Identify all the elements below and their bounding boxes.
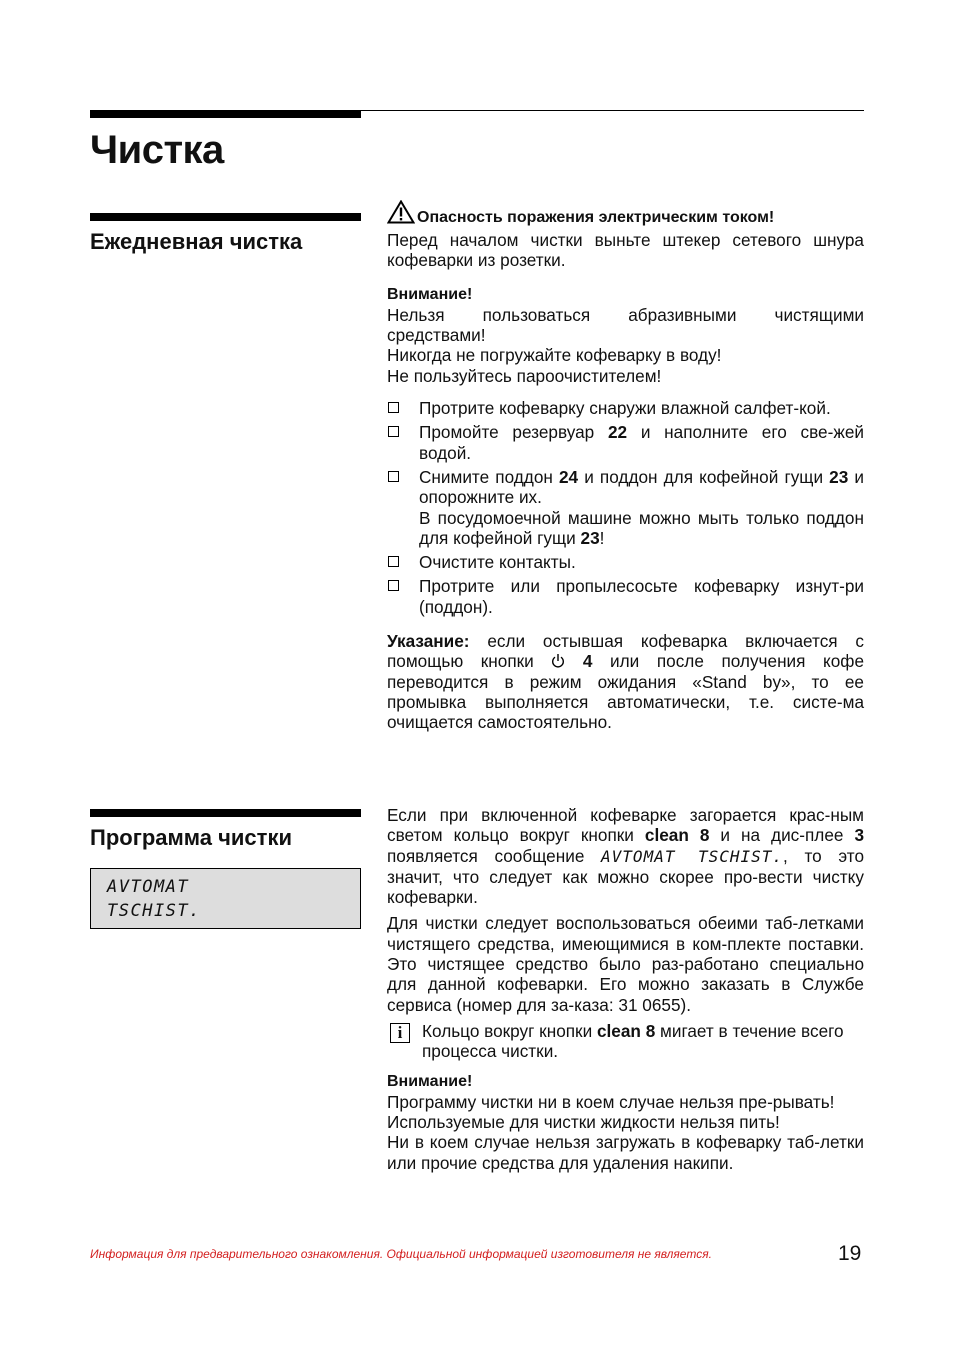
attention-label: Внимание! bbox=[387, 285, 473, 303]
warning-icon bbox=[387, 200, 415, 224]
attention-line: Ни в коем случае нельзя загружать в кофеварку таб-летки или прочие средства для удаления накипи. bbox=[387, 1132, 864, 1173]
display-screen bbox=[90, 868, 361, 929]
footer-note: Информация для предварительного ознакомления. Официальной информацией изготовителя не является. bbox=[90, 1247, 712, 1261]
info-note: i Кольцо вокруг кнопки clean 8 мигает в течение всего процесса чистки. bbox=[387, 1021, 864, 1062]
list-item bbox=[387, 576, 864, 617]
attention-line: Программу чистки ни в коем случае нельзя пре-рывать! bbox=[387, 1091, 835, 1112]
title-rule-thick bbox=[90, 110, 361, 118]
checkbox-icon bbox=[388, 402, 399, 413]
hint-label: Указание: bbox=[387, 631, 470, 652]
section-rule-program bbox=[90, 809, 361, 817]
list-item bbox=[387, 422, 864, 463]
step-text: Очистите контакты. bbox=[419, 552, 576, 573]
daily-column bbox=[387, 200, 864, 733]
warning-heading-text: Опасность поражения электрическим током! bbox=[417, 209, 775, 226]
warning-text: Перед началом чистки выньте штекер сетевого шнура кофеварки из розетки. bbox=[387, 230, 864, 271]
display-line: AVTOMAT bbox=[107, 877, 190, 897]
step-text: Протрите или пропылесосьте кофеварку изнут-ри (поддон). bbox=[419, 576, 864, 617]
step-text: Промойте резервуар 22 и наполните его све-жей водой. bbox=[419, 422, 864, 463]
section-heading-program: Программа чистки bbox=[90, 825, 292, 850]
attention-line: Никогда не погружайте кофеварку в воду! bbox=[387, 345, 722, 366]
tablets-paragraph: Для чистки следует воспользоваться обеими таб-летками чистящего средства, имеющимися в ком-плекте поставки. Это чистящее средство было раз-работано специально для данной кофеварки. Его можно заказать в Службе сервиса (номер для за-каза: 31 0655). bbox=[387, 913, 864, 1015]
section-heading-daily: Ежедневная чистка bbox=[90, 229, 303, 254]
display-message: AVTOMAT TSCHIST. bbox=[601, 846, 784, 866]
title-rule-thin bbox=[361, 110, 864, 111]
section-rule-daily bbox=[90, 213, 361, 221]
steps-list bbox=[387, 398, 864, 617]
program-column bbox=[387, 805, 864, 1173]
page-title: Чистка bbox=[90, 128, 224, 172]
list-item bbox=[387, 552, 864, 572]
attention-line: Нельзя пользоваться абразивными чистящими средствами! bbox=[387, 304, 864, 346]
hint-paragraph: Указание: если остывшая кофеварка включается с помощью кнопки 4 или после получения кофе переводится в режим ожидания «Stand by», то ее промывка выполняется автоматически, т.е. систе-ма очищается самостоятельно. bbox=[387, 631, 865, 733]
display-line: TSCHIST. bbox=[107, 901, 201, 921]
info-icon: i bbox=[390, 1023, 410, 1043]
attention-line: Используемые для чистки жидкости нельзя пить! bbox=[387, 1112, 780, 1133]
checkbox-icon bbox=[388, 426, 399, 437]
checkbox-icon bbox=[388, 471, 399, 482]
list-item bbox=[387, 467, 864, 548]
program-intro: Если при включенной кофеварке загорается крас-ным светом кольцо вокруг кнопки clean 8 и на дис-плее 3 появляется сообщение AVTOMAT TSCHIST., то это значит, что следует как можно скорее про-вести чистку кофеварки. bbox=[387, 805, 864, 908]
list-item bbox=[387, 398, 864, 418]
power-icon bbox=[551, 653, 565, 669]
attention-label: Внимание! bbox=[387, 1072, 473, 1090]
step-text: Протрите кофеварку снаружи влажной салфет-кой. bbox=[419, 398, 831, 419]
checkbox-icon bbox=[388, 556, 399, 567]
page-number: 19 bbox=[838, 1242, 862, 1265]
checkbox-icon bbox=[388, 580, 399, 591]
warning-heading bbox=[387, 200, 864, 227]
step-text: Снимите поддон 24 и поддон для кофейной гущи 23 и опорожните их. В посудомоечной машине можно мыть только поддон для кофейной гущи 23! bbox=[419, 466, 864, 548]
attention-line: Не пользуйтесь пароочистителем! bbox=[387, 365, 662, 386]
